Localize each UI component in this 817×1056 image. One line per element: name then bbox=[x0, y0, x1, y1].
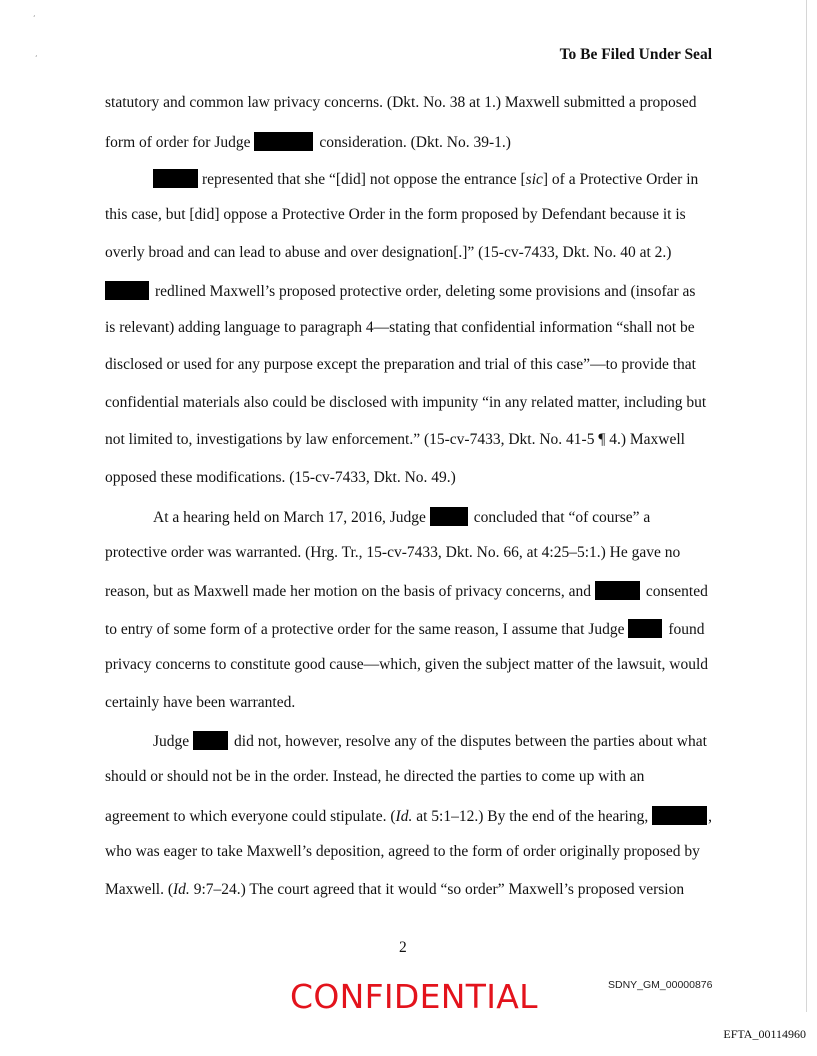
body-line-10 bbox=[105, 431, 685, 449]
line-text: is relevant) adding language to paragraph 4—stating that confidential information “shall not be bbox=[105, 319, 695, 336]
line-text: consented bbox=[645, 583, 708, 600]
body-line-7 bbox=[105, 319, 695, 337]
line-text: privacy concerns to constitute good cause—which, given the subject matter of the lawsuit, would bbox=[105, 656, 709, 673]
efta-number: EFTA_00114960 bbox=[723, 1027, 806, 1041]
body-line-21 bbox=[105, 843, 700, 861]
sic-italic: sic bbox=[525, 171, 543, 188]
redaction-box bbox=[652, 806, 707, 825]
line-text: this case, but [did] oppose a Protective Order in the form proposed by Defendant because it is bbox=[105, 206, 686, 223]
redaction-box bbox=[105, 281, 149, 300]
id-italic: Id. bbox=[173, 881, 190, 898]
bates-number: SDNY_GM_00000876 bbox=[608, 979, 713, 991]
line-text: 9:7–24.) The court agreed that it would “so order” Maxwell’s proposed version bbox=[189, 881, 685, 898]
line-text: concluded that “of course” a bbox=[473, 509, 651, 526]
line-text: At a hearing held on March 17, 2016, Judge bbox=[153, 509, 430, 526]
page-number: 2 bbox=[399, 939, 407, 956]
scan-speck: ‘ bbox=[33, 14, 36, 23]
body-line-6 bbox=[105, 281, 695, 301]
confidential-stamp: CONFIDENTIAL bbox=[290, 977, 538, 1016]
body-line-5 bbox=[105, 244, 671, 262]
body-line-9 bbox=[105, 394, 706, 412]
scan-speck: ‘ bbox=[35, 54, 38, 63]
line-text: disclosed or used for any purpose except the preparation and trial of this case”—to provide that bbox=[105, 356, 696, 373]
body-line-22 bbox=[105, 881, 684, 899]
body-line-12 bbox=[153, 507, 650, 527]
redaction-box bbox=[254, 132, 313, 151]
body-line-18 bbox=[153, 731, 707, 751]
line-text: statutory and common law privacy concerns. (Dkt. No. 38 at 1.) Maxwell submitted a proposed bbox=[105, 94, 697, 111]
redaction-box bbox=[628, 619, 662, 638]
line-text: Judge bbox=[153, 733, 194, 750]
line-text: Maxwell. ( bbox=[105, 881, 174, 898]
body-line-20 bbox=[105, 806, 712, 826]
line-text: , bbox=[708, 808, 712, 825]
line-text: consideration. (Dkt. No. 39-1.) bbox=[319, 134, 511, 151]
body-line-16 bbox=[105, 656, 708, 674]
redaction-box bbox=[193, 731, 228, 750]
body-line-19 bbox=[105, 768, 644, 786]
body-line-14 bbox=[105, 581, 708, 601]
seal-header: To Be Filed Under Seal bbox=[559, 46, 712, 63]
body-line-4 bbox=[105, 206, 686, 224]
body-line-8 bbox=[105, 356, 696, 374]
id-italic: Id. bbox=[395, 808, 413, 825]
line-text: at 5:1–12.) By the end of the hearing, bbox=[412, 808, 653, 825]
line-text: opposed these modifications. (15-cv-7433, Dkt. No. 49.) bbox=[105, 469, 456, 486]
line-text: should or should not be in the order. Instead, he directed the parties to come up with an bbox=[105, 768, 645, 785]
line-text: did not, however, resolve any of the disputes between the parties about what bbox=[234, 733, 707, 750]
body-line-3 bbox=[153, 169, 698, 189]
line-text: ] of a Protective Order in bbox=[542, 171, 699, 188]
line-text: certainly have been warranted. bbox=[105, 694, 296, 711]
line-text: agreement to which everyone could stipulate. ( bbox=[105, 808, 396, 825]
line-text: to entry of some form of a protective order for the same reason, I assume that Judge bbox=[105, 621, 629, 638]
line-text: overly broad and can lead to abuse and over designation[.]” (15-cv-7433, Dkt. No. 40 at 2.) bbox=[105, 244, 672, 261]
scan-edge-line bbox=[806, 0, 807, 1012]
line-text: form of order for Judge bbox=[105, 134, 255, 151]
line-text: reason, but as Maxwell made her motion on the basis of privacy concerns, and bbox=[105, 583, 595, 600]
line-text: who was eager to take Maxwell’s deposition, agreed to the form of order originally proposed by bbox=[105, 843, 700, 860]
line-text: not limited to, investigations by law enforcement.” (15-cv-7433, Dkt. No. 41-5 ¶ 4.) Maxwell bbox=[105, 431, 685, 448]
line-text: confidential materials also could be disclosed with impunity “in any related matter, including but bbox=[105, 394, 707, 411]
line-text: redlined Maxwell’s proposed protective order, deleting some provisions and (insofar as bbox=[155, 283, 696, 300]
body-line-17 bbox=[105, 694, 295, 712]
redaction-box bbox=[595, 581, 640, 600]
line-text: found bbox=[668, 621, 705, 638]
body-line-1 bbox=[105, 94, 696, 112]
redaction-box bbox=[153, 169, 198, 188]
body-line-13 bbox=[105, 544, 680, 562]
redaction-box bbox=[430, 507, 468, 526]
body-line-15 bbox=[105, 619, 705, 639]
line-text: represented that she “[did] not oppose the entrance [ bbox=[202, 171, 526, 188]
body-line-11 bbox=[105, 469, 456, 487]
body-line-2 bbox=[105, 132, 511, 152]
line-text: protective order was warranted. (Hrg. Tr., 15-cv-7433, Dkt. No. 66, at 4:25–5:1.) He gave no bbox=[105, 544, 681, 561]
